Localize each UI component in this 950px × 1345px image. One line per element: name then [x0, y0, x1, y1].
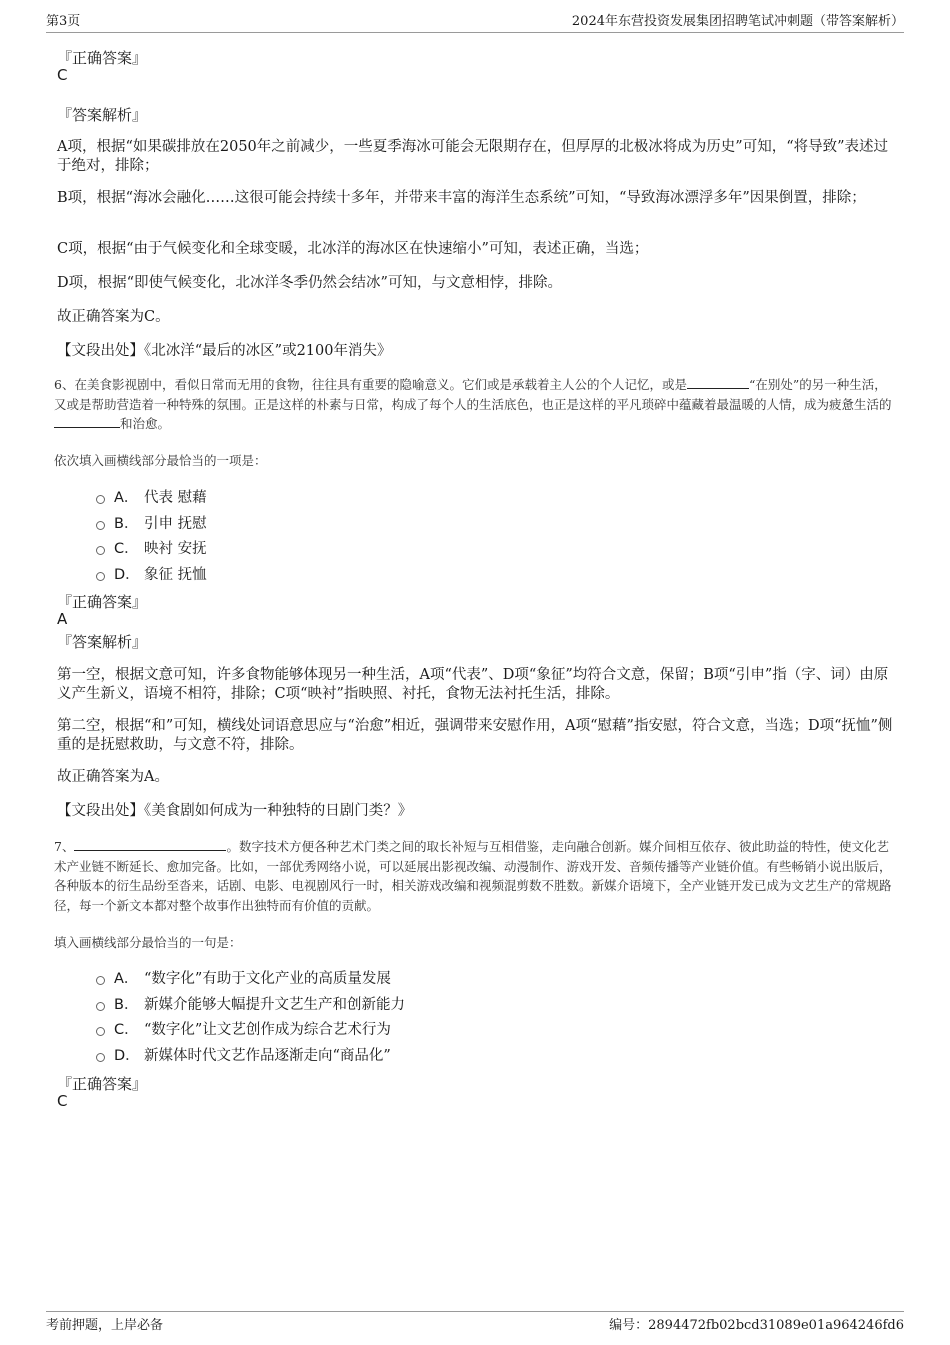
answer-label: 『正确答案』 — [57, 49, 148, 67]
document-title: 2024年东营投资发展集团招聘笔试冲刺题（带答案解析） — [571, 14, 904, 29]
radio-icon[interactable] — [96, 521, 105, 530]
question-6-instruction: 依次填入画横线部分最恰当的一项是： — [54, 453, 267, 468]
option-a[interactable]: A． 代表 慰藉 — [96, 486, 207, 507]
question-7-text: 7、 。数字技术方便各种艺术门类之间的取长补短与互相借鉴，走向融合创新。媒介间相互依存、彼此助益的特性，使文化艺术产业链不断延长、愈加完备。比如，一部优秀网络小说，可以延展出影视改编、动漫制作、游戏开发、音频传播等产业链价值。有些畅销小说出版后，各种版本的衍生品纷至沓来，话剧、电影、电视剧风行一时，相关游戏改编和视频混剪数不胜数。新媒介语境下，全产业链开发已成为文艺生产的常规路径，每一个新文本都对整个故事作出独特而有价值的贡献。 — [54, 839, 892, 913]
option-d[interactable]: D． 新媒体时代文艺作品逐渐走向“商品化” — [96, 1044, 391, 1065]
radio-icon[interactable] — [96, 495, 105, 504]
fill-blank — [54, 415, 120, 428]
document-id: 编号：2894472fb02bcd31089e01a964246fd6 — [609, 1318, 904, 1333]
radio-icon[interactable] — [96, 546, 105, 555]
question-6-text: 6、在美食影视剧中，看似日常而无用的食物，往往具有重要的隐喻意义。它们或是承载着主人公的个人记忆，或是 “在别处”的另一种生活，又或是帮助营造着一种特殊的氛围。正是这样的朴素与日常，构成了每个人的生活底色，也正是这样的平凡琐碎中蕴藏着最温暖的人情，成为疲惫生活的和治愈。 — [54, 377, 892, 431]
fill-blank — [687, 376, 749, 389]
radio-icon[interactable] — [96, 572, 105, 581]
radio-icon[interactable] — [96, 1027, 105, 1036]
radio-icon[interactable] — [96, 976, 105, 985]
option-c[interactable]: C． “数字化”让文艺创作成为综合艺术行为 — [96, 1018, 391, 1039]
radio-icon[interactable] — [96, 1002, 105, 1011]
analysis-label: 『答案解析』 — [57, 106, 148, 124]
page-number: 第3页 — [46, 14, 81, 29]
page-header — [46, 10, 904, 33]
option-a[interactable]: A． “数字化”有助于文化产业的高质量发展 — [96, 967, 391, 988]
analysis-paragraph: D项，根据“即使气候变化，北冰洋冬季仍然会结冰”可知，与文意相悖，排除。 — [57, 275, 562, 291]
option-b[interactable]: B． 引申 抚慰 — [96, 512, 207, 533]
source-citation: 【文段出处】《美食剧如何成为一种独特的日剧门类？》 — [57, 803, 413, 819]
option-d[interactable]: D． 象征 抚恤 — [96, 563, 207, 584]
analysis-label: 『答案解析』 — [57, 633, 148, 651]
option-c[interactable]: C． 映衬 安抚 — [96, 537, 207, 558]
page-footer — [46, 1311, 904, 1333]
fill-blank — [74, 838, 226, 851]
answer-value: C — [57, 1092, 68, 1110]
analysis-paragraph: B项，根据“海冰会融化……这很可能会持续十多年，并带来丰富的海洋生态系统”可知，“导致海冰漂浮多年”因果倒置，排除； — [57, 190, 866, 206]
analysis-conclusion: 故正确答案为C。 — [57, 309, 170, 325]
radio-icon[interactable] — [96, 1053, 105, 1062]
source-citation: 【文段出处】《北冰洋“最后的冰区”或2100年消失》 — [57, 343, 392, 359]
analysis-paragraph: 第二空，根据“和”可知，横线处词语意思应与“治愈”相近，强调带来安慰作用，A项“慰藉”指安慰，符合文意，当选；D项“抚恤”侧重的是抚慰救助，与文意不符，排除。 — [57, 718, 893, 753]
answer-value: C — [57, 66, 68, 84]
option-b[interactable]: B． 新媒介能够大幅提升文艺生产和创新能力 — [96, 993, 405, 1014]
answer-label: 『正确答案』 — [57, 1075, 148, 1093]
analysis-paragraph: C项，根据“由于气候变化和全球变暖，北冰洋的海冰区在快速缩小”可知，表述正确，当选； — [57, 241, 649, 257]
analysis-conclusion: 故正确答案为A。 — [57, 769, 169, 785]
answer-value: A — [57, 610, 68, 628]
answer-label: 『正确答案』 — [57, 593, 148, 611]
analysis-paragraph: A项，根据“如果碳排放在2050年之前减少，一些夏季海冰可能会无限期存在，但厚厚的北极冰将成为历史”可知，“将导致”表述过于绝对，排除； — [57, 139, 889, 174]
analysis-paragraph: 第一空，根据文意可知，许多食物能够体现另一种生活，A项“代表”、D项“象征”均符合文意，保留；B项“引申”指（字、词）由原义产生新义，语境不相符，排除；C项“映衬”指映照、衬托，食物无法衬托生活，排除。 — [57, 667, 889, 702]
question-7-instruction: 填入画横线部分最恰当的一句是： — [54, 935, 242, 950]
footer-slogan: 考前押题，上岸必备 — [46, 1318, 164, 1333]
